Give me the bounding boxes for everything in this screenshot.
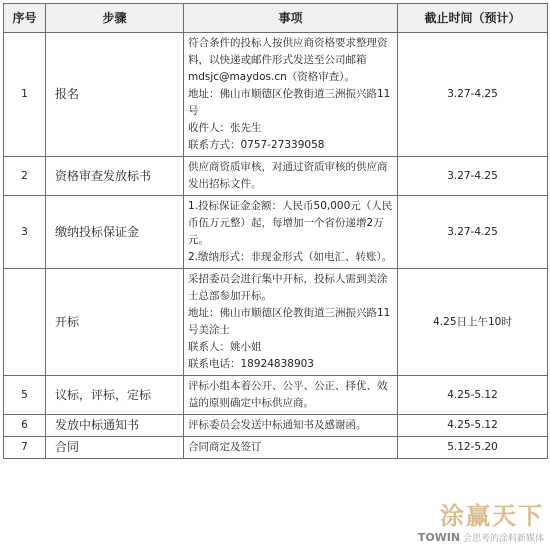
item-line: 评标委员会发送中标通知书及感谢函。 xyxy=(188,419,367,431)
row-deadline: 5.12-5.20 xyxy=(398,437,548,459)
watermark-tagline: 会思考的涂料新媒体 xyxy=(462,534,544,544)
row-deadline: 3.27-4.25 xyxy=(398,196,548,269)
table-row xyxy=(4,196,548,269)
header-deadline: 截止时间（预计） xyxy=(398,4,548,33)
row-items xyxy=(184,157,398,196)
row-number: 3 xyxy=(4,196,46,269)
row-step: 发放中标通知书 xyxy=(46,415,184,437)
item-line: 收件人：张先生 xyxy=(188,122,262,134)
item-line: 联系人：姚小姐 xyxy=(188,341,262,353)
table-row xyxy=(4,157,548,196)
row-number: 7 xyxy=(4,437,46,459)
table-body xyxy=(4,33,548,459)
row-step: 报名 xyxy=(46,33,184,157)
table-row xyxy=(4,415,548,437)
row-step: 议标，评标，定标 xyxy=(46,376,184,415)
item-line: 采招委员会进行集中开标，投标人需到美涂士总部参加开标。 xyxy=(188,273,388,302)
row-deadline: 4.25-5.12 xyxy=(398,415,548,437)
row-step: 缴纳投标保证金 xyxy=(46,196,184,269)
item-line: 符合条件的投标人按供应商资格要求整理资料，以快递或邮件形式发送至公司邮箱mdsjc@maydos.cn（资格审查）。 xyxy=(188,37,388,83)
item-line: 联系电话：18924838903 xyxy=(188,358,314,370)
row-step: 资格审查发放标书 xyxy=(46,157,184,196)
item-line: 地址：佛山市顺德区伦教街道三洲振兴路11号 xyxy=(188,88,391,117)
row-step: 合同 xyxy=(46,437,184,459)
row-items xyxy=(184,269,398,376)
row-items xyxy=(184,196,398,269)
header-no: 序号 xyxy=(4,4,46,33)
row-number: 5 xyxy=(4,376,46,415)
table-row xyxy=(4,269,548,376)
row-deadline: 4.25日上午10时 xyxy=(398,269,548,376)
header-step: 步骤 xyxy=(46,4,184,33)
row-items xyxy=(184,376,398,415)
table-row xyxy=(4,437,548,459)
row-items xyxy=(184,415,398,437)
watermark xyxy=(418,496,544,544)
row-number xyxy=(4,269,46,376)
item-line: 供应商资质审核，对通过资质审核的供应商发出招标文件。 xyxy=(188,161,388,190)
row-items xyxy=(184,33,398,157)
row-items xyxy=(184,437,398,459)
row-number: 2 xyxy=(4,157,46,196)
header-item: 事项 xyxy=(184,4,398,33)
item-line: 地址：佛山市顺德区伦教街道三洲振兴路11号美涂士 xyxy=(188,307,391,336)
row-deadline: 4.25-5.12 xyxy=(398,376,548,415)
watermark-logo: 涂赢天下 xyxy=(440,501,544,530)
row-number: 1 xyxy=(4,33,46,157)
watermark-brand: TOWIN xyxy=(417,531,461,544)
table-row xyxy=(4,33,548,157)
item-line: 联系方式：0757-27339058 xyxy=(188,139,325,151)
row-deadline: 3.27-4.25 xyxy=(398,157,548,196)
table-row xyxy=(4,376,548,415)
item-line: 2.缴纳形式：非现金形式（如电汇、转账）。 xyxy=(188,251,393,263)
tender-schedule-table xyxy=(3,3,548,459)
item-line: 1.投标保证金金额：人民币50,000元（人民币伍万元整）起，每增加一个省份递增2万元。 xyxy=(188,200,393,246)
item-line: 合同商定及签订 xyxy=(188,441,262,453)
watermark-brand-line xyxy=(418,531,544,544)
row-deadline: 3.27-4.25 xyxy=(398,33,548,157)
item-line: 评标小组本着公开、公平、公正、择优、效益的原则确定中标供应商。 xyxy=(188,380,388,409)
row-step: 开标 xyxy=(46,269,184,376)
row-number: 6 xyxy=(4,415,46,437)
table-header-row xyxy=(4,4,548,33)
